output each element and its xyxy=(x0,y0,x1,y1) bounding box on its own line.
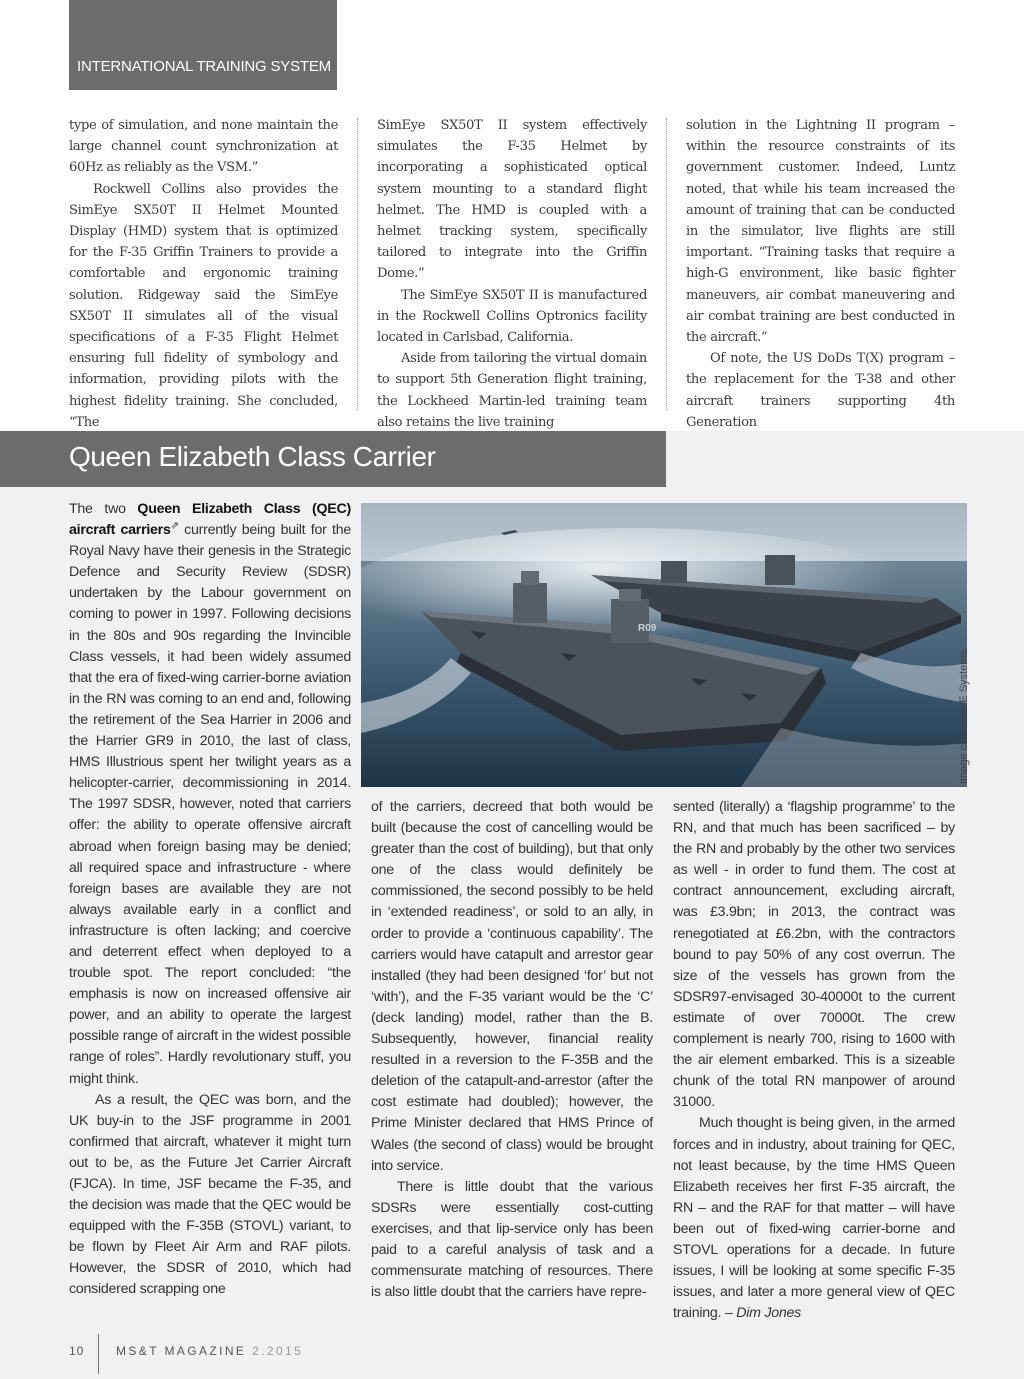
paragraph: Of note, the US DoDs T(X) program – the replacement for the T-38 and other aircraft trainers supporting 4th Generation xyxy=(686,351,955,430)
carrier-photo xyxy=(361,503,967,787)
author-name: Dim Jones xyxy=(736,1305,802,1322)
paragraph: Rockwell Collins also provides the SimEye SX50T II Helmet Mounted Display (HMD) system that is optimized for the F-35 Griffin Trainers to provide a comfortable and ergonomic training solution. Ridgeway said the SimEye SX50T II simulates all of the visual specifications of a F-35 Flight Helmet ensuring full fidelity of symbology and information, providing pilots with the highest fidelity training. She concluded, “The xyxy=(69,181,338,430)
qec-carriers-link[interactable]: Queen Elizabeth Class (QEC) aircraft carriers xyxy=(69,501,351,539)
intro-lead: The two xyxy=(69,501,138,517)
top-article-column-3 xyxy=(686,115,955,433)
magazine-footer xyxy=(116,1344,303,1358)
magazine-name: MS&T MAGAZINE xyxy=(116,1344,247,1358)
paragraph: Aside from tailoring the virtual domain to support 5th Generation flight training, the Lockheed Martin-led training team also retains the live training xyxy=(377,351,647,430)
paragraph: SimEye SX50T II system effectively simulates the F-35 Helmet by incorporating a sophisticated optical system mounting to a standard flight helmet. The HMD is coupled with a helmet tracking system, specifically tailored to integrate into the Griffin Dome.” xyxy=(377,118,647,282)
paragraph xyxy=(673,1113,955,1324)
issue-number: 2.2015 xyxy=(252,1344,304,1358)
qec-column-1 xyxy=(69,499,351,1301)
paragraph-text: Much thought is being given, in the armed forces and in industry, about training for QEC, not least because, by the time HMS Queen Elizabeth receives her first F-35 aircraft, the RN – and the RAF for that matter – will have been out of fixed-wing carrier-borne and STOVL operations for a decade. In future issues, I will be looking at some specific F-35 issues, and later a more general view of QEC training. – xyxy=(673,1115,955,1322)
qec-column-2 xyxy=(371,797,653,1303)
footer-divider xyxy=(98,1334,99,1374)
paragraph-text: currently being built for the Royal Navy have their genesis in the Strategic Defence and Security Review (SDSR) undertaken by the Labour government on coming to power in 1997. Following decisions in the 80s and 90s regarding the Invincible Class vessels, it had been widely assumed that the era of fixed-wing carrier-borne aviation in the RN was coming to an end and, following the retirement of the Sea Harrier in 2006 and the Harrier GR9 in 2010, the last of class, HMS Illustrious spent her twilight years as a helicopter-carrier, decommissioning in 2014. The 1997 SDSR, however, noted that carriers offer: the ability to operate offensive aircraft abroad when foreign basing may be denied; all required space and infrastructure - where foreign bases are available they are not always available early in a conflict and infrastructure is often lacking; and coercive and deterrent effect when deployed to a trouble spot. The report concluded: “the emphasis is now on increased offensive air power, and an ability to operate the largest possible range of aircraft in the widest possible range of roles”. Hardly revolutionary stuff, you might think. xyxy=(69,522,351,1087)
paragraph: of the carriers, decreed that both would be built (because the cost of cancelling would be greater than the cost of building), but that only one of the class would definitely be commissioned, the second possibly to be held in ‘extended readiness’, or sold to an ally, in order to provide a ‘continuous capability’. The carriers would have catapult and arrestor gear installed (they had been designed ‘for’ but not ‘with’), and the F-35 variant would be the ‘C’ (deck landing) model, rather than the B. Subsequently, however, financial reality resulted in a reversion to the F-35B and the deletion of the catapult-and-arrestor (after the cost estimate had doubled); however, the Prime Minister declared that HMS Prince of Wales (the second of class) would be brought into service. xyxy=(371,799,653,1174)
paragraph: As a result, the QEC was born, and the UK buy-in to the JSF programme in 2001 confirmed that aircraft, whatever it might turn out to be, as the Future Jet Carrier Aircraft (FJCA). In time, JSF became the F-35, and the decision was made that the QEC would be equipped with the F-35B (STOVL) variant, to be flown by Fleet Air Arm and RAF pilots. However, the SDSR of 2010, which had considered scrapping one xyxy=(69,1091,351,1298)
article-title: Queen Elizabeth Class Carrier xyxy=(69,441,436,472)
paragraph xyxy=(69,499,351,1090)
section-header-tab xyxy=(69,0,337,90)
top-article-column-1 xyxy=(69,115,338,433)
column-divider xyxy=(666,118,667,410)
hull-marking: R09 xyxy=(638,623,657,634)
paragraph: solution in the Lightning II program – within the resource constraints of its government customer. Indeed, Luntz noted, that while his team increased the amount of training that can be conducted in the simulator, live flights are still important. “Training tasks that require a high-G environment, like basic fighter maneuvers, air combat maneuvering and air combat training are best conducted in the aircraft.” xyxy=(686,118,955,346)
column-divider xyxy=(357,118,358,410)
article-title-bar xyxy=(0,431,666,487)
external-link-icon[interactable]: ⇗ xyxy=(170,520,179,532)
carrier-illustration xyxy=(361,503,967,787)
paragraph: type of simulation, and none maintain the large channel count synchronization at 60Hz as reliably as the VSM.” xyxy=(69,118,338,176)
top-article-column-2 xyxy=(377,115,647,433)
paragraph: sented (literally) a ‘flagship programme’ to the RN, and that much has been sacrificed – by the RN and probably by the other two services as well - in order to fund them. The cost at contract announcement, excluding aircraft, was £3.9bn; in 2013, the contract was renegotiated at £6.2bn, with the contractors bound to pay 50% of any cost overrun. The size of the vessels has grown from the SDSR97-envisaged 30-40000t to the current estimate of over 70000t. The crew complement is nearly 700, rising to 1600 with the air element embarked. This is a sizeable chunk of the total RN manpower of around 31000. xyxy=(673,799,955,1111)
paragraph: There is little doubt that the various SDSRs were essentially cost-cutting exercises, and that lip-service only has been paid to a careful analysis of task and a commensurate matching of resources. There is also little doubt that the carriers have repre- xyxy=(371,1178,653,1301)
image-credit: Image credit: BAE Systems. xyxy=(958,647,970,784)
section-label: INTERNATIONAL TRAINING SYSTEM xyxy=(77,58,331,75)
qec-column-3 xyxy=(673,797,955,1324)
page-number: 10 xyxy=(69,1344,85,1358)
paragraph: The SimEye SX50T II is manufactured in the Rockwell Collins Optronics facility located in Carlsbad, California. xyxy=(377,287,647,346)
